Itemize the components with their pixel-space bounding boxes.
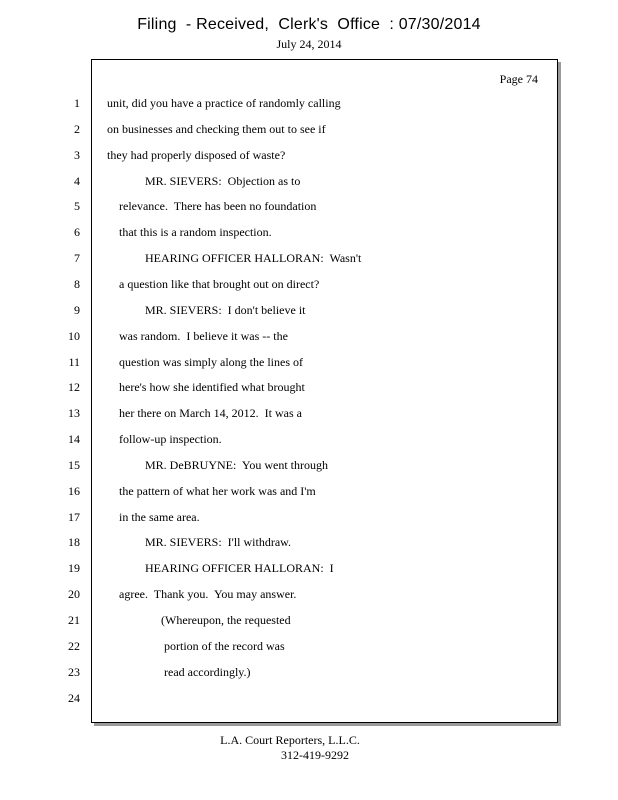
line-number: 8 — [74, 276, 80, 291]
line-number: 11 — [68, 354, 80, 369]
filing-stamp: Filing - Received, Clerk's Office : 07/30/2014 — [137, 16, 481, 33]
transcript-line — [0, 148, 560, 164]
line-text: (Whereupon, the requested — [161, 613, 291, 627]
line-number: 19 — [68, 561, 80, 576]
reporter-company: L.A. Court Reporters, L.L.C. — [220, 733, 360, 747]
transcript-line — [0, 174, 560, 190]
line-text: MR. SIEVERS: Objection as to — [145, 173, 301, 188]
line-text: a question like that brought out on direct? — [119, 276, 320, 291]
line-text: portion of the record was — [164, 638, 285, 653]
line-text: her there on March 14, 2012. It was a — [119, 406, 302, 421]
line-text: question was simply along the lines of — [119, 354, 303, 369]
line-text: here's how she identified what brought — [119, 380, 305, 395]
line-number: 6 — [74, 225, 80, 240]
line-text: was random. I believe it was -- the — [119, 328, 288, 343]
line-number: 4 — [74, 173, 80, 188]
line-text: MR. SIEVERS: I'll withdraw. — [145, 535, 292, 550]
transcript-line — [0, 510, 560, 526]
line-number: 7 — [74, 251, 80, 266]
line-number: 2 — [74, 121, 80, 136]
line-text: in the same area. — [119, 509, 200, 524]
line-text: MR. DeBRUYNE: You went through — [145, 457, 329, 472]
transcript-line — [0, 199, 560, 215]
transcript-date: July 24, 2014 — [276, 37, 342, 51]
line-text: HEARING OFFICER HALLORAN: Wasn't — [145, 251, 362, 266]
line-number: 12 — [68, 380, 80, 395]
transcript-line — [0, 691, 560, 707]
line-number: 22 — [68, 638, 80, 653]
line-number: 24 — [68, 690, 80, 705]
transcript-line — [0, 277, 560, 293]
line-number: 13 — [68, 406, 80, 421]
transcript-line — [0, 432, 560, 448]
transcript-line — [0, 303, 560, 319]
transcript-line — [0, 587, 560, 603]
transcript-line — [0, 665, 560, 681]
reporter-phone: 312-419-9292 — [281, 748, 349, 762]
transcript-line — [0, 380, 560, 396]
line-text: on businesses and checking them out to see if — [107, 121, 326, 136]
line-text: MR. SIEVERS: I don't believe it — [145, 302, 306, 317]
transcript-line — [0, 122, 560, 138]
transcript-line — [0, 406, 560, 422]
line-number: 21 — [68, 613, 80, 627]
transcript-line — [0, 458, 560, 474]
transcript-line — [0, 251, 560, 267]
line-number: 20 — [68, 587, 80, 602]
transcript-line — [0, 225, 560, 241]
line-number: 15 — [68, 457, 80, 472]
line-number: 9 — [74, 302, 80, 317]
transcript-line — [0, 484, 560, 500]
line-number: 23 — [68, 664, 80, 679]
line-text: unit, did you have a practice of randomly calling — [107, 96, 341, 110]
transcript-line — [0, 355, 560, 371]
transcript-line — [0, 329, 560, 345]
line-number: 17 — [68, 509, 80, 524]
line-number: 10 — [68, 328, 80, 343]
line-number: 3 — [74, 147, 80, 162]
line-number: 16 — [68, 483, 80, 498]
line-text: follow-up inspection. — [119, 432, 222, 447]
line-number: 14 — [68, 432, 80, 447]
line-number: 18 — [68, 535, 80, 550]
line-text: they had properly disposed of waste? — [107, 147, 286, 162]
line-text: read accordingly.) — [164, 664, 251, 679]
transcript-line — [0, 613, 560, 629]
transcript-line — [0, 535, 560, 551]
transcript-line — [0, 96, 560, 112]
line-text: that this is a random inspection. — [119, 225, 272, 240]
transcript-line — [0, 561, 560, 577]
line-text: agree. Thank you. You may answer. — [119, 587, 297, 602]
line-number: 1 — [74, 96, 80, 110]
line-text: HEARING OFFICER HALLORAN: I — [145, 561, 334, 576]
transcript-line — [0, 639, 560, 655]
line-number: 5 — [74, 199, 80, 214]
line-text: relevance. There has been no foundation — [119, 199, 317, 214]
line-text: the pattern of what her work was and I'm — [119, 483, 316, 498]
page-number: Page 74 — [499, 72, 538, 86]
